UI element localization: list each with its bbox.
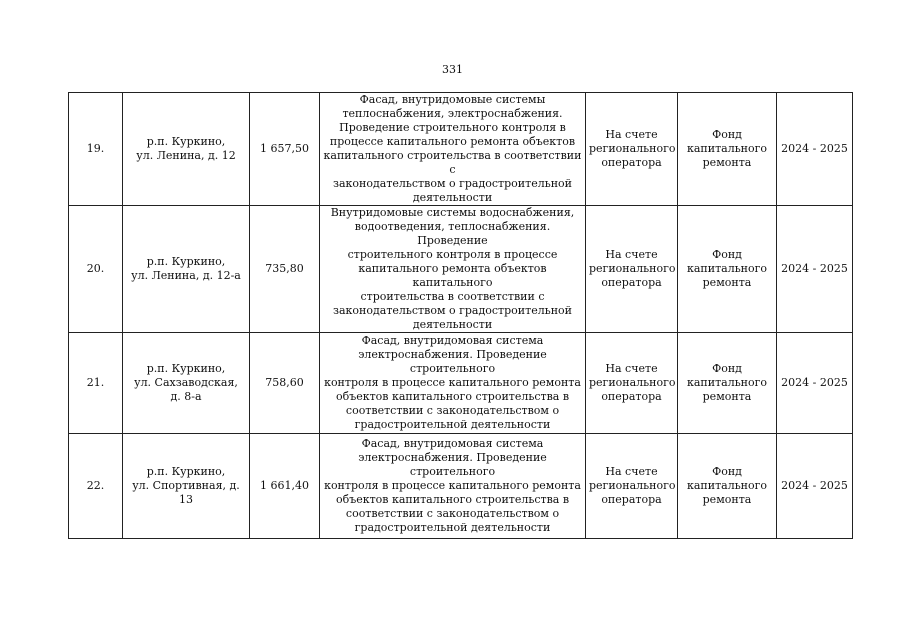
works-cell: Внутридомовые системы водоснабжения, водоотведения, теплоснабжения. Проведение строительного контроля в процессе капитального ремонта объектов капитального строительства в соответствии с законодательством о градостроительной деятельности — [320, 206, 586, 333]
account-cell: На счете регионального оператора — [586, 93, 678, 206]
area-cell: 1 657,50 — [250, 93, 320, 206]
table-row — [69, 93, 853, 206]
table-row — [69, 206, 853, 333]
fund-cell: Фонд капитального ремонта — [678, 93, 777, 206]
area-cell: 735,80 — [250, 206, 320, 333]
period-cell: 2024 - 2025 — [777, 206, 853, 333]
row-number: 21. — [69, 333, 123, 434]
account-cell: На счете регионального оператора — [586, 333, 678, 434]
table-row — [69, 434, 853, 539]
fund-cell: Фонд капитального ремонта — [678, 333, 777, 434]
area-cell: 1 661,40 — [250, 434, 320, 539]
address-cell: р.п. Куркино, ул. Ленина, д. 12 — [123, 93, 250, 206]
works-cell: Фасад, внутридомовые системы теплоснабжения, электроснабжения. Проведение строительного контроля в процессе капитального ремонта объектов капитального строительства в соответствии с законодательством о градостроительной деятельности — [320, 93, 586, 206]
period-cell: 2024 - 2025 — [777, 434, 853, 539]
works-cell: Фасад, внутридомовая система электроснабжения. Проведение строительного контроля в процессе капитального ремонта объектов капитального строительства в соответствии с законодательством о градостроительной деятельности — [320, 434, 586, 539]
period-cell: 2024 - 2025 — [777, 333, 853, 434]
page-number: 331 — [442, 63, 463, 76]
period-cell: 2024 - 2025 — [777, 93, 853, 206]
address-cell: р.п. Куркино, ул. Ленина, д. 12-а — [123, 206, 250, 333]
row-number: 19. — [69, 93, 123, 206]
fund-cell: Фонд капитального ремонта — [678, 206, 777, 333]
works-cell: Фасад, внутридомовая система электроснабжения. Проведение строительного контроля в процессе капитального ремонта объектов капитального строительства в соответствии с законодательством о градостроительной деятельности — [320, 333, 586, 434]
address-cell: р.п. Куркино, ул. Спортивная, д. 13 — [123, 434, 250, 539]
row-number: 22. — [69, 434, 123, 539]
table-row — [69, 333, 853, 434]
row-number: 20. — [69, 206, 123, 333]
account-cell: На счете регионального оператора — [586, 206, 678, 333]
fund-cell: Фонд капитального ремонта — [678, 434, 777, 539]
account-cell: На счете регионального оператора — [586, 434, 678, 539]
address-cell: р.п. Куркино, ул. Сахзаводская, д. 8-а — [123, 333, 250, 434]
area-cell: 758,60 — [250, 333, 320, 434]
repair-works-table — [68, 92, 853, 539]
